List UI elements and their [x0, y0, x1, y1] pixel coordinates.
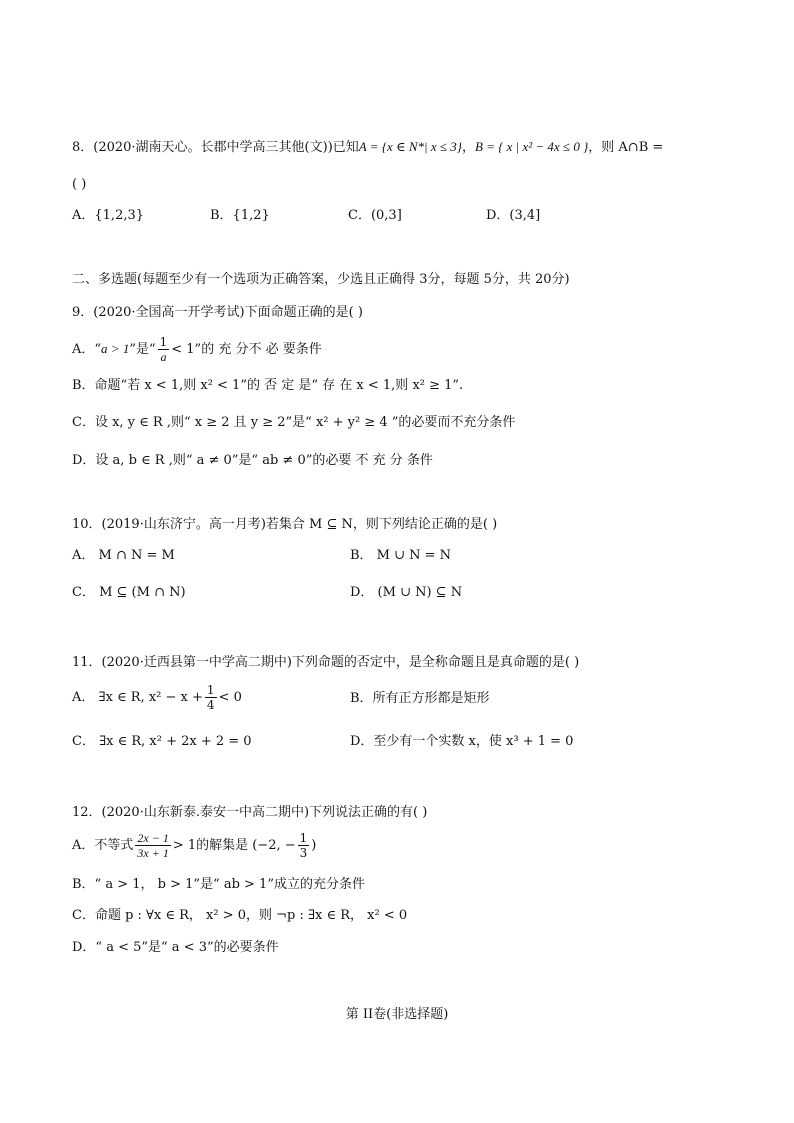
q9-option-b: B．命题“若 x < 1,则 x² < 1”的 否 定 是“ 存 在 x < 1,则 x² ≥ 1”. — [72, 378, 464, 393]
q8-set-b: B = { x | x² − 4x ≤ 0 } — [474, 139, 589, 154]
q8-blank: ( ) — [72, 177, 87, 192]
q9-a-pre: A．“ — [72, 342, 102, 357]
q12-a-fraction-2 — [298, 832, 310, 859]
q12-a-frac2-num: 1 — [299, 831, 308, 845]
q12-a-frac-den: 3x + 1 — [137, 846, 169, 860]
q8-tail: ，则 A∩B = — [588, 140, 664, 155]
q9-a-math: a > 1 — [101, 341, 130, 356]
q12-option-a — [72, 829, 316, 863]
q9-stem: 9．(2020·全国高一开学考试)下面命题正确的是( ) — [72, 305, 363, 320]
q12-option-b: B．“ a > 1， b > 1”是“ ab > 1”成立的充分条件 — [72, 877, 365, 892]
q12-a-mid: > 1的解集是 (−2, − — [172, 838, 296, 853]
section-2-heading: 二、多选题(每题至少有一个选项为正确答案，少选且正确得 3分，每题 5分，共 20分) — [72, 272, 570, 287]
q11-option-c: C． ∃x ∈ R, x² + 2x + 2 = 0 — [72, 734, 252, 749]
part-2-heading: 第 II卷(非选择题) — [345, 1007, 449, 1022]
q12-a-tail: ) — [311, 838, 317, 853]
q9-a-frac-den: a — [160, 350, 167, 364]
q12-option-c: C．命题 p : ∀x ∈ R， x² > 0，则 ¬p : ∃x ∈ R， x² < 0 — [72, 908, 408, 923]
q10-option-a: A． M ∩ N = M — [72, 548, 175, 563]
q11-option-a — [72, 682, 242, 714]
q8-stem-line — [72, 138, 663, 157]
q12-a-frac-num: 2x − 1 — [137, 831, 169, 845]
q11-a-frac-den: 4 — [206, 698, 215, 712]
q11-a-fraction — [205, 684, 217, 711]
q11-stem: 11．(2020·迁西县第一中学高二期中)下列命题的否定中，是全称命题且是真命题的是( ) — [72, 655, 580, 670]
q8-option-d: D．(3,4] — [486, 208, 541, 223]
q11-a-frac-num: 1 — [206, 683, 215, 697]
q8-set-a: A = {x ∈ N*| x ≤ 3} — [358, 139, 462, 154]
q10-stem: 10．(2019·山东济宁。高一月考)若集合 M ⊆ N，则下列结论正确的是( ) — [72, 517, 498, 532]
q11-option-d: D．至少有一个实数 x，使 x³ + 1 = 0 — [350, 734, 574, 749]
q8-option-c: C．(0,3] — [348, 208, 402, 223]
q12-stem: 12．(2020·山东新泰.泰安一中高二期中)下列说法正确的有( ) — [72, 805, 428, 820]
q9-a-fraction — [158, 336, 170, 363]
q9-a-tail: < 1”的 充 分不 必 要条件 — [171, 342, 322, 357]
q12-option-d: D．“ a < 5”是“ a < 3”的必要条件 — [72, 940, 279, 955]
q11-option-b: B．所有正方形都是矩形 — [350, 691, 490, 706]
q11-a-tail: < 0 — [218, 690, 242, 705]
q8-sep: ， — [461, 140, 475, 155]
q11-a-pre: A． ∃x ∈ R, x² − x + — [72, 690, 203, 705]
q9-option-c: C．设 x, y ∈ R ,则“ x ≥ 2 且 y ≥ 2”是“ x² + y² ≥ 4 ”的必要而不充分条件 — [72, 415, 516, 430]
q12-a-frac2-den: 3 — [299, 846, 308, 860]
q8-stem: 8．(2020·湖南天心。长郡中学高三其他(文))已知 — [72, 140, 359, 155]
q9-option-d: D．设 a, b ∈ R ,则“ a ≠ 0”是“ ab ≠ 0”的必要 不 充 分 条件 — [72, 453, 433, 468]
q10-option-d: D． (M ∪ N) ⊆ N — [350, 585, 463, 600]
q12-a-pre: A．不等式 — [72, 838, 134, 853]
q12-a-fraction — [135, 832, 170, 859]
q8-option-b: B．{1,2} — [210, 208, 270, 223]
q10-option-c: C． M ⊆ (M ∩ N) — [72, 585, 186, 600]
q9-a-frac-num: 1 — [159, 335, 168, 349]
q10-option-b: B． M ∪ N = N — [350, 548, 452, 563]
q8-option-a: A．{1,2,3} — [72, 208, 145, 223]
q9-a-mid: ”是“ — [129, 342, 156, 357]
q9-option-a — [72, 334, 322, 364]
